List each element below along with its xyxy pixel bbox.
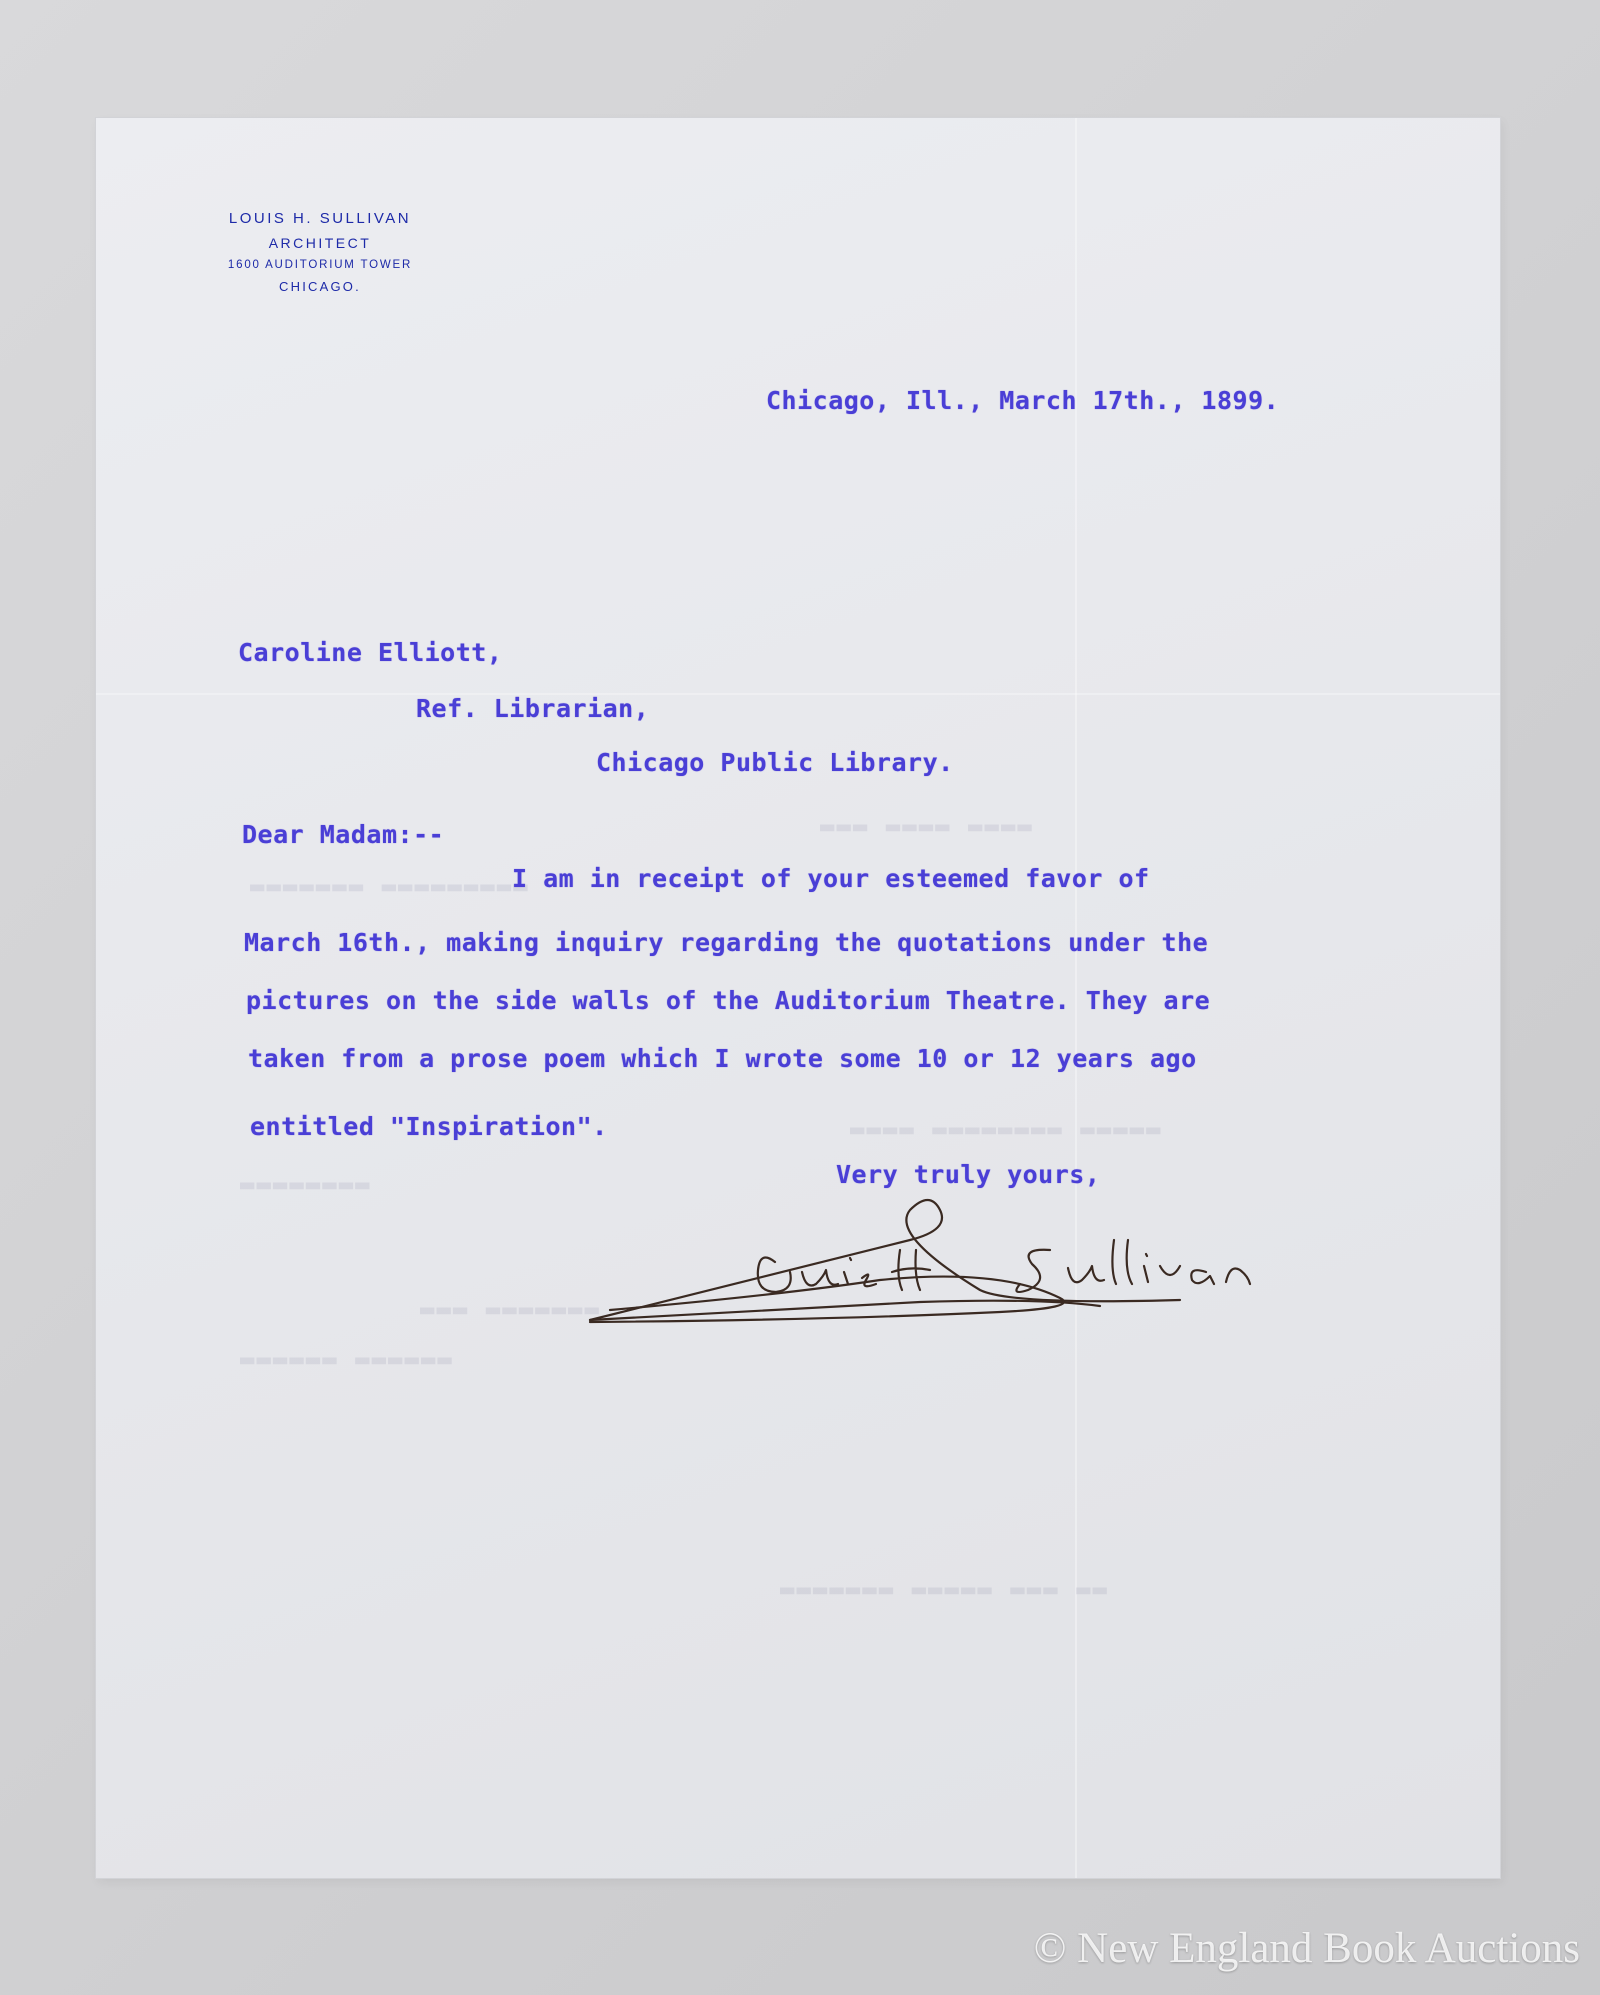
letterhead (180, 210, 460, 294)
show-through-smudge: ▬▬▬▬ ▬▬▬▬▬▬▬▬ ▬▬▬▬▬ (850, 1115, 1163, 1143)
show-through-smudge: ▬▬▬ ▬▬▬▬ ▬▬▬▬ (820, 812, 1034, 840)
copyright-watermark: © New England Book Auctions (1033, 1925, 1580, 1972)
dateline: Chicago, Ill., March 17th., 1899. (766, 386, 1280, 415)
paper-fold-horizontal (96, 693, 1500, 695)
body-line: March 16th., making inquiry regarding the quotations under the (244, 928, 1209, 957)
recipient-position: Ref. Librarian, (416, 694, 650, 723)
show-through-smudge: ▬▬▬▬▬▬▬ ▬▬▬▬▬ ▬▬▬ ▬▬ (780, 1575, 1109, 1603)
show-through-smudge: ▬▬▬▬▬▬▬▬ (240, 1170, 372, 1198)
letterhead-address: 1600 AUDITORIUM TOWER (227, 259, 413, 271)
salutation: Dear Madam:-- (242, 820, 445, 849)
body-line: pictures on the side walls of the Auditorium Theatre. They are (246, 986, 1211, 1015)
letterhead-name: LOUIS H. SULLIVAN (228, 210, 412, 227)
body-line: I am in receipt of your esteemed favor of (512, 864, 1150, 893)
letterhead-title: ARCHITECT (268, 235, 372, 251)
handwritten-signature (580, 1180, 1440, 1340)
body-line: taken from a prose poem which I wrote some 10 or 12 years ago (248, 1044, 1197, 1073)
closing: Very truly yours, (836, 1160, 1101, 1189)
show-through-smudge: ▬▬▬▬▬▬▬ ▬▬▬▬▬▬▬▬▬ (250, 872, 530, 900)
show-through-smudge: ▬▬▬ ▬▬▬▬▬▬▬ (420, 1295, 601, 1323)
show-through-smudge: ▬▬▬▬▬▬ ▬▬▬▬▬▬ (240, 1345, 454, 1373)
recipient-name: Caroline Elliott, (238, 638, 503, 667)
recipient-institution: Chicago Public Library. (596, 748, 954, 777)
body-line: entitled "Inspiration". (250, 1112, 608, 1141)
letterhead-city: CHICAGO. (279, 279, 361, 294)
